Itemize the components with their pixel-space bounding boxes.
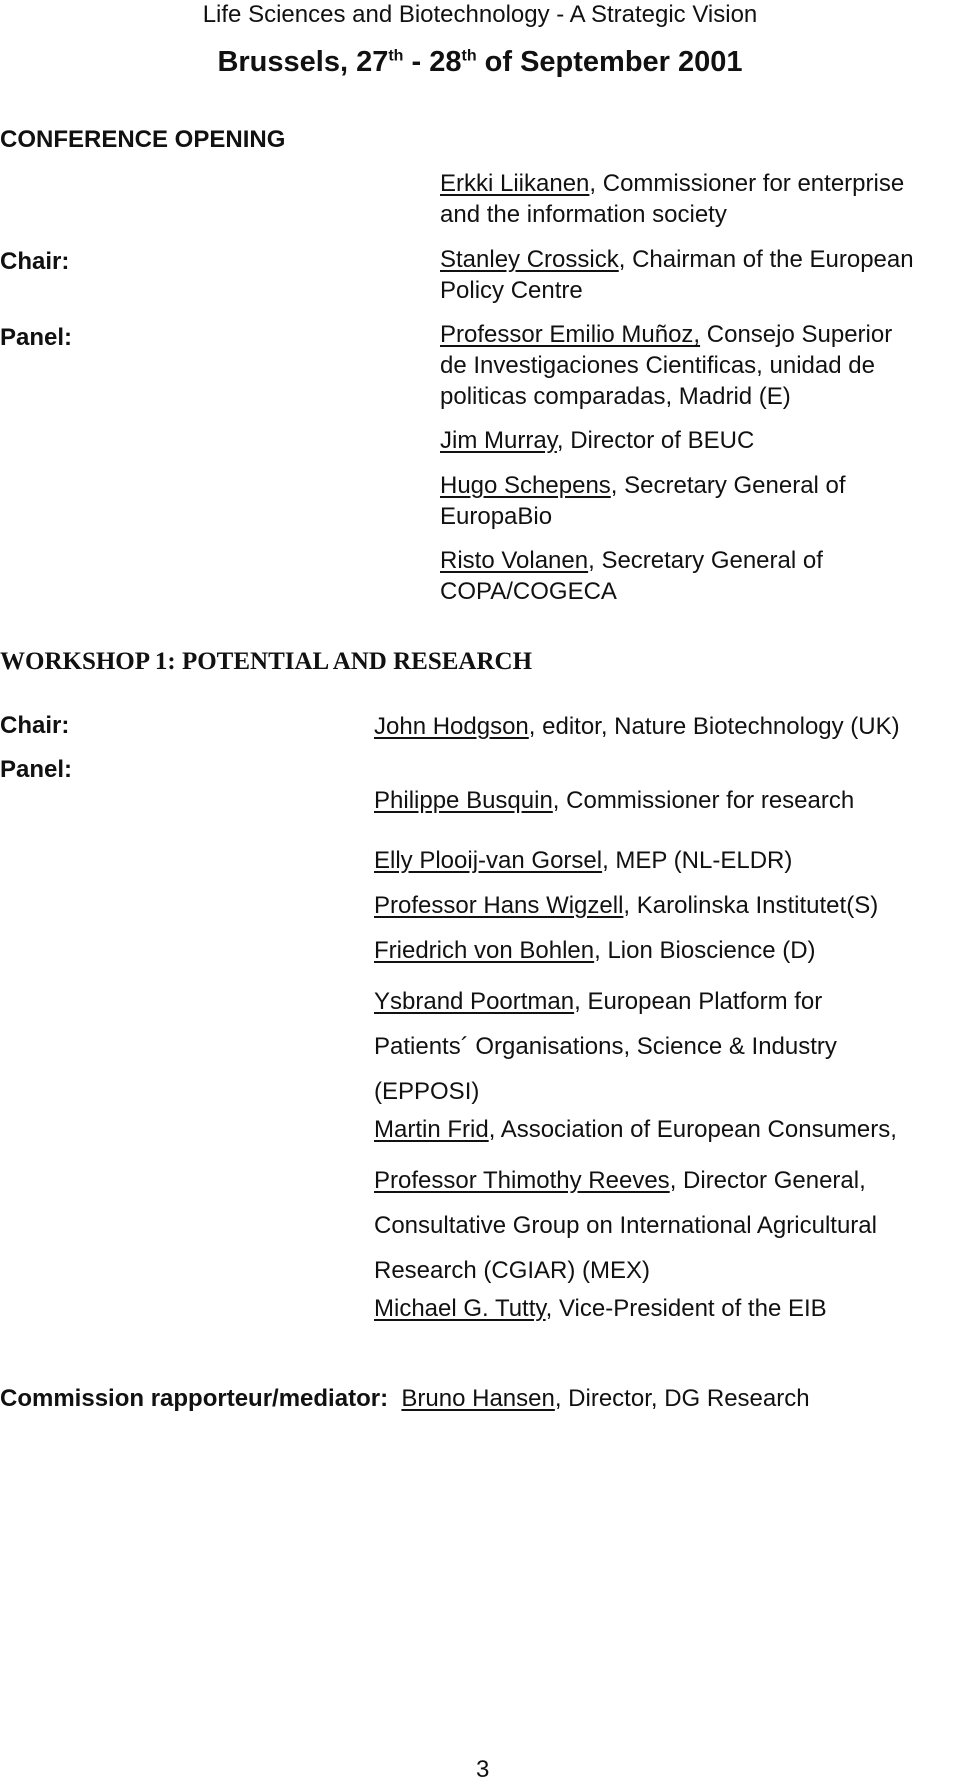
opening-entry-munoz: Professor Emilio Muñoz, Consejo Superior de Investigaciones Cientificas, unidad de politicas comparadas, Madrid (E) [440, 321, 893, 410]
opening-entry-murray: Jim Murray, Director of BEUC [440, 427, 755, 454]
opening-entry-liikanen: Erkki Liikanen, Commissioner for enterprise and the information society [440, 170, 905, 228]
document-title: Brussels, 27th - 28th of September 2001 [217, 46, 743, 78]
opening-entry-volanen: Risto Volanen, Secretary General of COPA/COGECA [440, 547, 823, 605]
workshop-heading: WORKSHOP 1: POTENTIAL AND RESEARCH [0, 648, 533, 675]
workshop-entry-hodgson: John Hodgson, editor, Nature Biotechnology (UK) [374, 713, 900, 740]
workshop-entry-tutty: Michael G. Tutty, Vice-President of the EIB [374, 1295, 827, 1322]
opening-entry-schepens: Hugo Schepens, Secretary General of EuropaBio [440, 472, 846, 530]
conference-opening-heading: CONFERENCE OPENING [0, 126, 286, 153]
opening-entry-crossick: Stanley Crossick, Chairman of the European Policy Centre [440, 246, 914, 304]
workshop-entry-von-bohlen: Friedrich von Bohlen, Lion Bioscience (D) [374, 937, 816, 964]
workshop-entry-poortman: Ysbrand Poortman, European Platform for Patients´ Organisations, Science & Industry (EPPOSI) [374, 988, 837, 1105]
workshop-entry-busquin: Philippe Busquin, Commissioner for research [374, 787, 855, 814]
workshop-entry-wigzell: Professor Hans Wigzell, Karolinska Institutet(S) [374, 892, 879, 919]
workshop-entry-reeves: Professor Thimothy Reeves, Director General, Consultative Group on International Agricultural Research (CGIAR) (MEX) [374, 1167, 877, 1284]
workshop-entry-plooij: Elly Plooij-van Gorsel, MEP (NL-ELDR) [374, 847, 793, 874]
opening-panel-label: Panel: [0, 324, 73, 351]
workshop-panel-label: Panel: [0, 756, 73, 783]
document-subtitle: Life Sciences and Biotechnology - A Strategic Vision [202, 1, 758, 28]
opening-chair-label: Chair: [0, 248, 70, 275]
rapporteur-label: Commission rapporteur/mediator: [0, 1385, 389, 1412]
workshop-entry-frid: Martin Frid, Association of European Consumers, [374, 1116, 897, 1143]
page-number: 3 [476, 1756, 490, 1783]
rapporteur-line: Commission rapporteur/mediator: Bruno Hansen, Director, DG Research [0, 1385, 810, 1412]
workshop-chair-label: Chair: [0, 712, 70, 739]
